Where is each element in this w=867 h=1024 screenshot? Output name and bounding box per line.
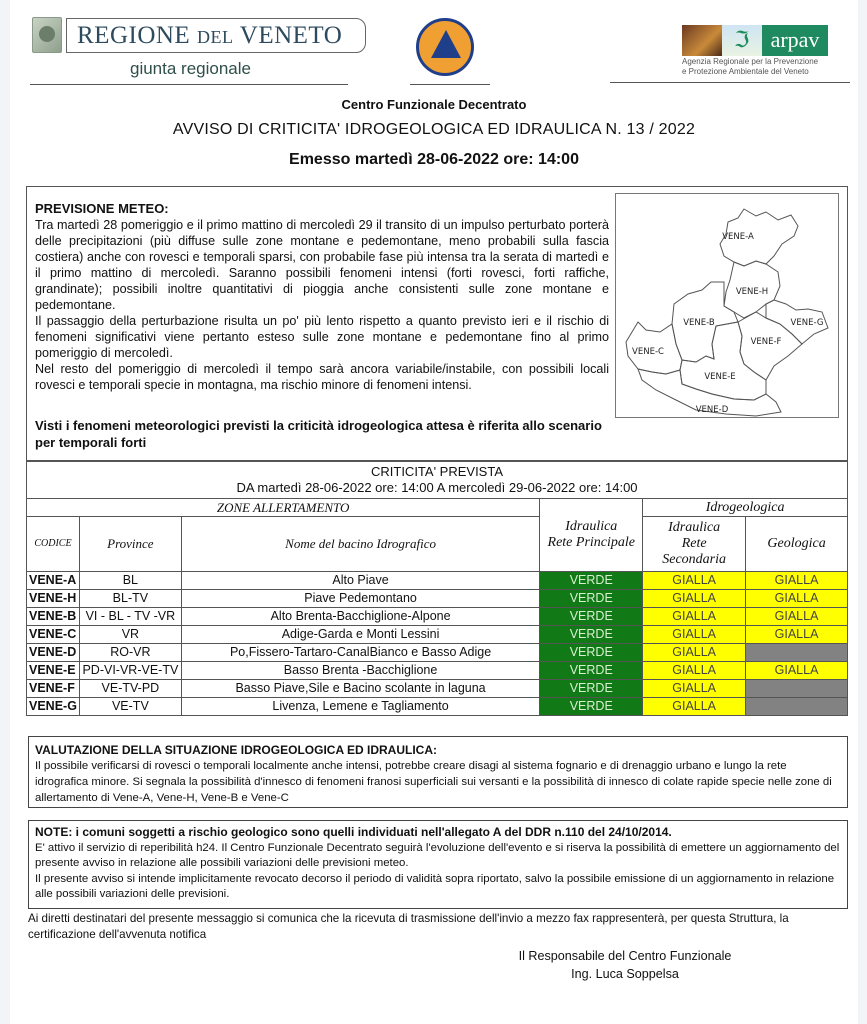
map-label-vene-b: VENE-B xyxy=(683,318,715,328)
table-row xyxy=(27,572,848,590)
cell-province: VI - BL - TV -VR xyxy=(79,608,181,626)
cell-geologica: GIALLA xyxy=(746,608,848,626)
cell-province: VE-TV xyxy=(79,698,181,716)
idrogeologica-header: Idrogeologica xyxy=(643,499,848,517)
map-label-vene-g: VENE-G xyxy=(790,318,824,328)
regione-title-end: VENETO xyxy=(233,22,343,49)
criticita-header xyxy=(27,462,848,499)
cell-bacino: Basso Brenta -Bacchiglione xyxy=(181,662,540,680)
col-province: Province xyxy=(79,517,181,572)
cell-geologica: GIALLA xyxy=(746,626,848,644)
signature-role: Il Responsabile del Centro Funzionale xyxy=(518,949,732,963)
centro-title: Centro Funzionale Decentrato xyxy=(341,97,527,112)
criticita-title: CRITICITA' PREVISTA xyxy=(370,464,503,479)
cell-province: VE-TV-PD xyxy=(79,680,181,698)
cell-province: BL xyxy=(79,572,181,590)
meteo-text xyxy=(35,201,609,393)
cell-idraulica-secondaria: GIALLA xyxy=(643,608,746,626)
col-idraulica-principale-l1: Idraulica xyxy=(565,519,618,534)
giunta-label: giunta regionale xyxy=(130,59,251,78)
map-label-vene-h: VENE-H xyxy=(735,287,769,297)
table-row xyxy=(27,644,848,662)
col-idraulica-secondaria-l3: Secondaria xyxy=(662,552,727,567)
valutazione-text: Il possibile verificarsi di rovesci o temporali localmente anche intensi, potrebbe creare disagi al sistema fognario e di drenaggio urbano e lungo la rete idrografica minore. Si segnala la possibilità d'innesco di fenomeni franosi superficiali sui versanti e la possibilità di innesco di colate rapide specie nelle zone di allertamento di Vene-A, Vene-H, Vene-B e Vene-C xyxy=(35,760,832,804)
meteo-heading: PREVISIONE METEO: xyxy=(35,201,169,216)
cell-geologica xyxy=(746,644,848,662)
map-svg xyxy=(616,194,838,417)
cell-province: VR xyxy=(79,626,181,644)
cell-idraulica-secondaria: GIALLA xyxy=(643,680,746,698)
valutazione-box xyxy=(28,736,848,808)
cell-bacino: Livenza, Lemene e Tagliamento xyxy=(181,698,540,716)
protezione-civile-logo-icon xyxy=(416,18,474,76)
avviso-title: AVVISO DI CRITICITA' IDROGEOLOGICA ED IDRAULICA N. 13 / 2022 xyxy=(172,121,696,138)
cell-bacino: Alto Brenta-Bacchiglione-Alpone xyxy=(181,608,540,626)
table-row xyxy=(27,626,848,644)
cell-bacino: Po,Fissero-Tartaro-CanalBianco e Basso Adige xyxy=(181,644,540,662)
document-page xyxy=(10,0,858,1024)
cell-idraulica-principale: VERDE xyxy=(540,608,643,626)
col-geologica: Geologica xyxy=(746,517,848,572)
regione-title-small: DEL xyxy=(196,27,234,47)
cell-bacino: Adige-Garda e Monti Lessini xyxy=(181,626,540,644)
cell-idraulica-principale: VERDE xyxy=(540,698,643,716)
cell-idraulica-principale: VERDE xyxy=(540,680,643,698)
header-divider-left xyxy=(30,84,348,85)
col-idraulica-secondaria-l2: Rete xyxy=(681,536,707,551)
signature-block xyxy=(450,947,800,983)
col-idraulica-principale-l2: Rete Principale xyxy=(547,535,635,550)
table-row xyxy=(27,608,848,626)
arpav-subtitle-line2: e Protezione Ambientale del Veneto xyxy=(682,66,809,76)
cell-codice: VENE-D xyxy=(27,644,80,662)
map-label-vene-d: VENE-D xyxy=(695,405,729,415)
zone-allertamento-header: ZONE ALLERTAMENTO xyxy=(27,499,540,517)
cell-idraulica-principale: VERDE xyxy=(540,572,643,590)
cell-geologica: GIALLA xyxy=(746,662,848,680)
table-row xyxy=(27,680,848,698)
col-idraulica-secondaria xyxy=(643,517,746,572)
header-divider-center xyxy=(410,84,490,85)
map-label-vene-e: VENE-E xyxy=(704,372,736,382)
cell-idraulica-secondaria: GIALLA xyxy=(643,662,746,680)
cell-idraulica-secondaria: GIALLA xyxy=(643,698,746,716)
cell-geologica xyxy=(746,680,848,698)
cell-idraulica-secondaria: GIALLA xyxy=(643,572,746,590)
note-box xyxy=(28,820,848,909)
cell-idraulica-secondaria: GIALLA xyxy=(643,626,746,644)
valutazione-heading: VALUTAZIONE DELLA SITUAZIONE IDROGEOLOGICA ED IDRAULICA: xyxy=(35,743,437,757)
signature-name: Ing. Luca Soppelsa xyxy=(571,967,679,981)
table-row xyxy=(27,662,848,680)
cell-bacino: Basso Piave,Sile e Bacino scolante in laguna xyxy=(181,680,540,698)
lion-image-icon xyxy=(682,25,722,56)
meteo-paragraph: Nel resto del pomeriggio di mercoledì il tempo sarà ancora variabile/instabile, con possibili locali rovesci e temporali specie in montagna, ma rischio minore di fenomeni intensi. xyxy=(35,362,609,392)
cell-codice: VENE-C xyxy=(27,626,80,644)
previsione-meteo-box xyxy=(26,186,848,461)
table-row xyxy=(27,590,848,608)
cell-bacino: Piave Pedemontano xyxy=(181,590,540,608)
criticita-period: DA martedì 28-06-2022 ore: 14:00 A mercoledì 29-06-2022 ore: 14:00 xyxy=(236,480,638,495)
map-label-vene-a: VENE-A xyxy=(722,232,754,242)
cell-codice: VENE-E xyxy=(27,662,80,680)
meteo-paragraph: Il passaggio della perturbazione risulta un po' più lento rispetto a quanto previsto ieri e il rischio di fenomeni significativi viene pertanto esteso sulle zone montane e pedemontane fino al primo pomeriggio di mercoledì. xyxy=(35,314,609,360)
footer-notice: Ai diretti destinatari del presente messaggio si comunica che la ricevuta di trasmissione dell'invio a mezzo fax rappresenterà, per questa Struttura, la certificazione dell'avvenuta notifica xyxy=(28,912,789,941)
meteo-conclusion: Visti i fenomeni meteorologici previsti la criticità idrogeologica attesa è riferita allo scenario per temporali forti xyxy=(35,418,602,450)
note-paragraph-1: E' attivo il servizio di reperibilità h24. Il Centro Funzionale Decentrato seguirà l'evoluzione dell'evento e si riserva la possibilità di emettere un aggiornamento del presente avviso in relazione alle possibili variazioni delle previsioni meteo. xyxy=(35,841,840,869)
cell-province: PD-VI-VR-VE-TV xyxy=(79,662,181,680)
map-label-vene-f: VENE-F xyxy=(750,337,782,347)
cell-codice: VENE-H xyxy=(27,590,80,608)
cell-codice: VENE-A xyxy=(27,572,80,590)
arpav-logo xyxy=(682,25,828,56)
col-idraulica-secondaria-l1: Idraulica xyxy=(668,520,721,535)
regione-title-main: REGIONE xyxy=(77,22,197,49)
cell-geologica: GIALLA xyxy=(746,572,848,590)
cell-codice: VENE-B xyxy=(27,608,80,626)
arpav-subtitle xyxy=(682,57,818,76)
cell-idraulica-principale: VERDE xyxy=(540,644,643,662)
emesso-date: Emesso martedì 28-06-2022 ore: 14:00 xyxy=(289,151,579,168)
veneto-zones-map xyxy=(615,193,839,418)
cell-idraulica-principale: VERDE xyxy=(540,626,643,644)
cell-bacino: Alto Piave xyxy=(181,572,540,590)
note-heading: NOTE: i comuni soggetti a rischio geologico sono quelli individuati nell'allegato A del DDR n.110 del 24/10/2014. xyxy=(35,825,672,839)
col-bacino: Nome del bacino Idrografico xyxy=(181,517,540,572)
cell-idraulica-principale: VERDE xyxy=(540,662,643,680)
header-divider-right xyxy=(610,82,850,83)
cell-idraulica-principale: VERDE xyxy=(540,590,643,608)
criticita-rows xyxy=(27,572,848,716)
criticita-table xyxy=(26,461,848,716)
cell-codice: VENE-F xyxy=(27,680,80,698)
meteo-paragraph: Tra martedì 28 pomeriggio e il primo mattino di mercoledì 29 il transito di un impulso perturbato porterà delle precipitazioni (più diffuse sulle zone montane e pedemontane, meno probabili sulla fascia costiera) anche con rovesci e temporali sparsi, con probabile fase più intensa tra la serata di martedì e il primo mattino di mercoledì. Saranno possibili fenomeni intensi (forti rovesci, forti raffiche, grandinate); possibili inoltre quantitativi di pioggia anche consistenti sulle zone montane e pedemontane. xyxy=(35,218,609,312)
cell-geologica xyxy=(746,698,848,716)
anchor-icon xyxy=(722,25,762,56)
map-label-vene-c: VENE-C xyxy=(632,347,664,357)
lion-crest-icon xyxy=(32,17,62,53)
arpav-subtitle-line1: Agenzia Regionale per la Prevenzione xyxy=(682,57,819,66)
cell-idraulica-secondaria: GIALLA xyxy=(643,644,746,662)
arpav-label: arpav xyxy=(762,25,828,56)
regione-title-box xyxy=(66,18,366,53)
note-paragraph-2: Il presente avviso si intende implicitamente revocato decorso il periodo di validità sopra riportato, salvo la possibile emissione di un aggiornamento in relazione alle possibili variazioni delle previsioni. xyxy=(35,872,835,900)
regione-title xyxy=(77,22,342,50)
table-row xyxy=(27,698,848,716)
col-idraulica-principale xyxy=(540,499,643,572)
cell-province: BL-TV xyxy=(79,590,181,608)
cell-codice: VENE-G xyxy=(27,698,80,716)
col-codice: CODICE xyxy=(27,517,80,572)
cell-idraulica-secondaria: GIALLA xyxy=(643,590,746,608)
cell-province: RO-VR xyxy=(79,644,181,662)
cell-geologica: GIALLA xyxy=(746,590,848,608)
